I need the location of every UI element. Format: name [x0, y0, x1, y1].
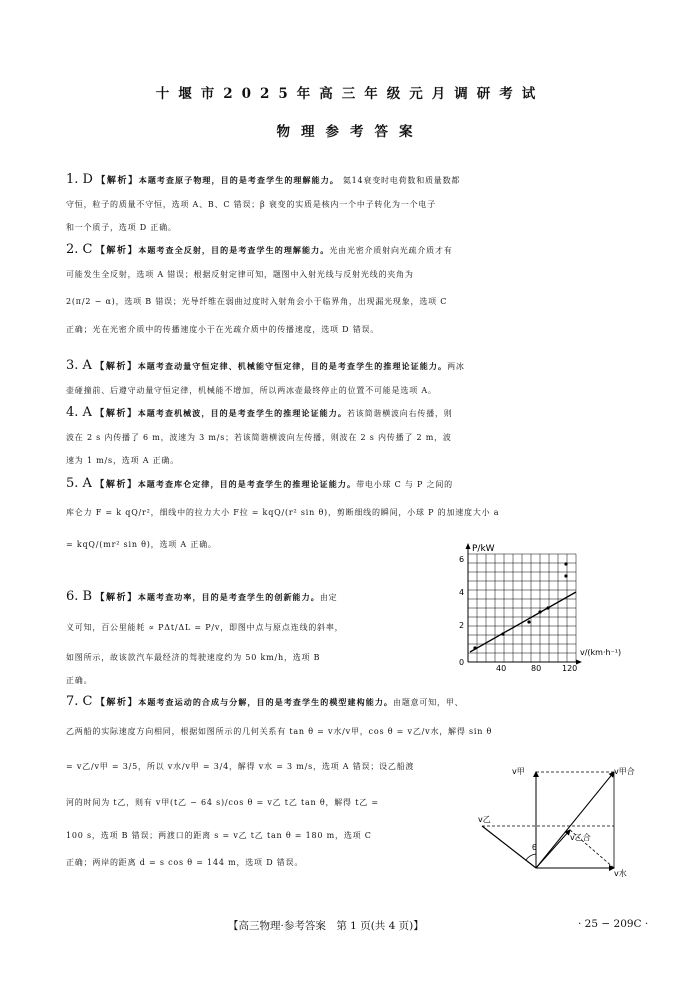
- question-text: 由题意可知，甲、: [393, 698, 464, 707]
- theta-arc: [526, 854, 536, 860]
- page-subtitle: 物理参考答案: [276, 124, 424, 140]
- question-text: = v乙/v甲 = 3/5，所以 v水/v甲 = 3/4，解得 v水 = 3 m/s，选项 A 错误；设乙船渡: [66, 762, 415, 771]
- question-lead: 本题考查动量守恒定律、机械能守恒定律，目的是考查学生的推理论证能力。: [137, 361, 448, 371]
- question-text: 守恒，粒子的质量不守恒，选项 A、B、C 错误；β 衰变的实质是核内一个中子转化为一个电子: [66, 200, 437, 209]
- question-number: 5. A: [66, 476, 92, 491]
- question-1: [66, 168, 638, 239]
- question-lead: 本题考查机械波，目的是考查学生的推理论证能力。: [137, 408, 347, 418]
- question-lead: 本题考查功率，目的是考查学生的创新能力。: [137, 592, 320, 602]
- question-text: 带电小球 C 与 P 之间的: [356, 480, 453, 489]
- question-number: 2. C: [66, 242, 93, 257]
- question-6: [66, 585, 446, 692]
- question-number: 7. C: [66, 694, 93, 709]
- chart-grid: [468, 554, 576, 662]
- question-text: = kqQ/(mr² sin θ)，选项 A 正确。: [66, 540, 217, 549]
- footer-code: · 25 − 209C ·: [578, 918, 649, 930]
- analysis-tag: 【解析】: [95, 362, 138, 372]
- y-tick-label: 2: [459, 621, 465, 630]
- page-title: 十堰市2025年高三年级元月调研考试: [155, 86, 545, 102]
- data-points: [473, 562, 567, 649]
- y-tick-label: 6: [459, 555, 465, 564]
- analysis-tag: 【解析】: [95, 480, 138, 490]
- data-point: [564, 574, 567, 577]
- label-v-yi-he: v乙合: [570, 833, 591, 842]
- question-text: 正确；两岸的距离 d = s cos θ = 144 m，选项 D 错误。: [66, 858, 304, 867]
- power-speed-chart: [448, 540, 638, 675]
- question-text: 由定: [319, 593, 338, 602]
- data-point: [501, 632, 504, 635]
- footer-page-info: 【高三物理·参考答案 第 1 页(共 4 页)】: [228, 920, 424, 932]
- question-text: 乙两船的实际速度方向相同，根据如图所示的几何关系有 tan θ = v水/v甲，cos θ = v乙/v水，解得 sin θ: [66, 727, 493, 736]
- analysis-tag: 【解析】: [95, 698, 139, 708]
- question-text: 义可知，百公里能耗 ∝ PΔt/ΔL = P/v，即图中点与原点连线的斜率，: [66, 623, 344, 632]
- question-number: 4. A: [66, 405, 92, 420]
- question-text: 2(π/2 − α)，选项 B 错误；光导纤维在弱曲过度时入射角会小于临界角，出现漏光现象，选项 C: [66, 297, 448, 306]
- label-theta: θ: [532, 843, 537, 852]
- question-lead: 本题考查运动的合成与分解，目的是考查学生的模型建构能力。: [138, 697, 394, 707]
- data-point: [473, 646, 476, 649]
- v-yi-line: [482, 826, 536, 868]
- question-4: [66, 401, 638, 472]
- data-point: [527, 620, 530, 623]
- data-point: [546, 606, 549, 609]
- question-text: 氦14衰变时电荷数和质量数都: [342, 176, 461, 185]
- v-jia-he-arrow: [536, 772, 614, 868]
- label-v-yi: v乙: [478, 815, 491, 824]
- label-v-jia-he: v甲合: [614, 767, 635, 776]
- velocity-diagram: [474, 758, 644, 878]
- y-axis-arrow: [466, 543, 471, 549]
- x-tick-label: 120: [562, 664, 578, 673]
- question-text: 两冰: [447, 362, 465, 371]
- y-tick-label: 0: [459, 658, 465, 667]
- question-number: 3. A: [66, 358, 92, 373]
- label-v-jia: v甲: [512, 767, 525, 776]
- question-text: 正确。: [66, 676, 93, 685]
- y-axis-label: P/kW: [472, 544, 495, 554]
- question-text: 光由光密介质射向光疏介质才有: [329, 246, 453, 255]
- data-point: [564, 562, 567, 565]
- question-text: 可能发生全反射，选项 A 错误；根据反射定律可知，题图中入射光线与反射光线的夹角为: [66, 270, 414, 279]
- question-lead: 本题考查原子物理，目的是考查学生的理解能力。: [138, 175, 343, 185]
- question-text: 若该简谐横波向右传播，则: [347, 409, 453, 418]
- analysis-tag: 【解析】: [95, 409, 138, 419]
- question-number: 1. D: [66, 172, 93, 187]
- question-2: [66, 238, 638, 341]
- analysis-tag: 【解析】: [96, 176, 139, 186]
- question-text: 速为 1 m/s，选项 A 正确。: [66, 456, 180, 465]
- x-axis-label: v/(km·h⁻¹): [580, 648, 622, 657]
- question-text: 和一个质子，选项 D 正确。: [66, 223, 177, 232]
- question-text: 壶碰撞前、后遵守动量守恒定律，机械能不增加，所以两冰壶最终停止的位置不可能是选项 A。: [66, 386, 437, 395]
- question-text: 正确；光在光密介质中的传播速度小于在光疏介质中的传播速度，选项 D 错误。: [66, 325, 380, 334]
- question-text: 波在 2 s 内传播了 6 m，波速为 3 m/s；若该简谐横波向左传播，则波在 2 s 内传播了 2 m，波: [66, 433, 452, 442]
- question-lead: 本题考查全反射，目的是考查学生的理解能力。: [138, 245, 330, 255]
- question-text: 库仑力 F = k qQ/r²，细线中的拉力大小 F拉 = kqQ/(r² sin θ)，剪断细线的瞬间，小球 P 的加速度大小 a: [66, 508, 500, 517]
- label-v-shui: v水: [614, 869, 627, 878]
- question-number: 6. B: [66, 589, 93, 604]
- x-tick-label: 40: [496, 664, 507, 673]
- y-tick-label: 4: [459, 588, 465, 597]
- v-yi-he-arrow: [536, 830, 570, 868]
- analysis-tag: 【解析】: [95, 593, 138, 603]
- analysis-tag: 【解析】: [95, 246, 139, 256]
- question-text: 如图所示，故该款汽车最经济的驾驶速度约为 50 km/h，选项 B: [66, 653, 321, 662]
- question-text: 100 s，选项 B 错误；两渡口的距离 s = v乙 t乙 tan θ = 180 m，选项 C: [66, 831, 372, 840]
- x-tick-label: 80: [531, 664, 542, 673]
- data-point: [538, 610, 541, 613]
- question-lead: 本题考查库仑定律，目的是考查学生的推理论证能力。: [137, 479, 357, 489]
- question-text: 河的时间为 t乙，则有 v甲(t乙 − 64 s)/cos θ = v乙 t乙 tan θ，解得 t乙 =: [66, 798, 379, 807]
- question-3: [66, 354, 638, 402]
